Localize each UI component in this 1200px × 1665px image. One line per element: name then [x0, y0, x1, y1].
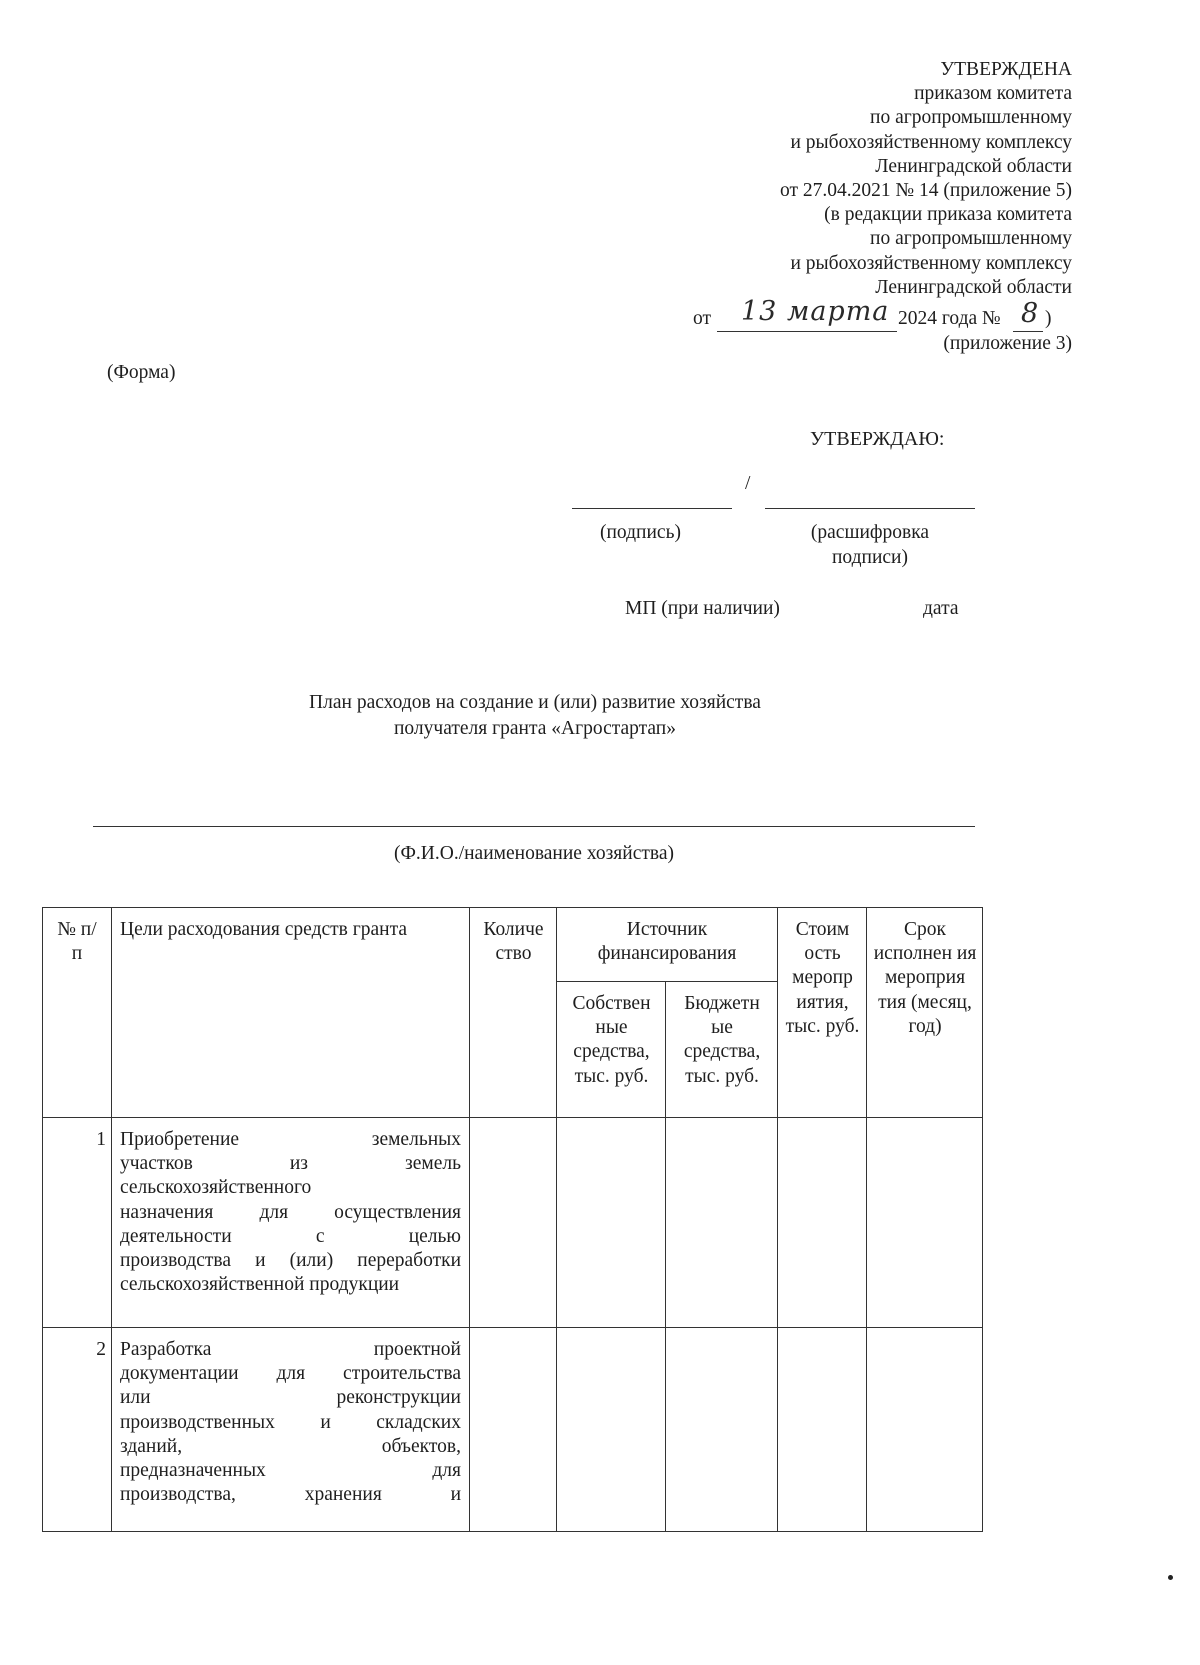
row-budget-funds [666, 1118, 778, 1328]
table-row [43, 1118, 983, 1328]
header-budget-funds: Бюджетн ые средства, тыс. руб. [666, 982, 778, 1118]
goal-line: сельскохозяйственного [120, 1177, 312, 1199]
header-num: № п/п [43, 908, 112, 1118]
approval-line: приказом комитета [914, 83, 1072, 105]
goal-line: назначения для осуществления [120, 1201, 461, 1223]
year-text: 2024 года № [898, 308, 1001, 329]
scan-speck [1168, 1575, 1173, 1580]
handwritten-number: 8 [1021, 298, 1040, 329]
table-row [43, 1328, 983, 1532]
approval-block [780, 58, 1072, 300]
decoding-label [790, 522, 950, 569]
approval-line: Ленинградской области [875, 155, 1072, 177]
goal-line: производственных и складских [120, 1411, 461, 1433]
header-deadline: Срок исполнен ия мероприя тия (месяц, год) [867, 908, 983, 1118]
amendment-date-line [693, 296, 1073, 336]
approval-line: и рыбохозяйственному комплексу [790, 131, 1072, 153]
approval-line: от 27.04.2021 № 14 (приложение 5) [780, 180, 1072, 202]
goal-line: предназначенных для [120, 1460, 461, 1482]
approval-line: УТВЕРЖДЕНА [940, 59, 1072, 80]
goal-line: или реконструкции [120, 1387, 461, 1409]
goal-line: Приобретение земельных [120, 1129, 461, 1150]
row-goal [112, 1328, 470, 1532]
goal-line: сельскохозяйственной продукции [120, 1274, 400, 1296]
goal-line: производства и (или) переработки [120, 1250, 461, 1272]
number-underline [1013, 331, 1043, 332]
goal-line: деятельности с целью [120, 1225, 461, 1247]
row-own-funds [557, 1328, 666, 1532]
decoding-line [765, 508, 975, 509]
approve-title: УТВЕРЖДАЮ: [810, 428, 945, 450]
header-source: Источник финансирования [557, 908, 778, 982]
row-goal [112, 1118, 470, 1328]
goal-line: Разработка проектной [120, 1339, 461, 1360]
header-goals-text: Цели расходования средств гранта [120, 919, 408, 940]
header-quantity: Количе ство [470, 908, 557, 1118]
stamp-label: МП (при наличии) [625, 598, 780, 619]
header-goals [112, 908, 470, 1118]
row-quantity [470, 1118, 557, 1328]
row-num: 2 [43, 1328, 112, 1532]
slash: / [745, 473, 751, 494]
approval-line: (в редакции приказа комитета [824, 204, 1072, 226]
approval-line: и рыбохозяйственному комплексу [790, 252, 1072, 274]
row-own-funds [557, 1118, 666, 1328]
approval-line: по агропромышленному [870, 228, 1072, 250]
decoding-label-line-1: (расшифровка [810, 522, 930, 543]
row-cost [778, 1118, 867, 1328]
close-paren: ) [1045, 308, 1052, 329]
owner-caption: (Ф.И.О./наименование хозяйства) [394, 843, 674, 864]
row-cost [778, 1328, 867, 1532]
row-quantity [470, 1328, 557, 1532]
header-own-funds: Собствен ные средства, тыс. руб. [557, 982, 666, 1118]
decoding-label-line-2: подписи) [831, 547, 908, 568]
row-deadline [867, 1328, 983, 1532]
row-deadline [867, 1118, 983, 1328]
approval-line: по агропромышленному [870, 107, 1072, 129]
goal-line: участков из земель [120, 1153, 461, 1175]
plan-title [160, 690, 910, 742]
approval-line: Ленинградской области [875, 276, 1072, 298]
goal-line: производства, хранения и [120, 1484, 461, 1506]
plan-title-line-1: План расходов на создание и (или) развитие хозяйства [309, 692, 761, 713]
row-num: 1 [43, 1118, 112, 1328]
row-budget-funds [666, 1328, 778, 1532]
goal-line: документации для строительства [120, 1363, 461, 1385]
expense-plan-table [42, 907, 983, 1532]
goal-line: зданий, объектов, [120, 1435, 461, 1457]
signature-label: (подпись) [600, 522, 681, 543]
plan-title-line-2: получателя гранта «Агростартап» [394, 718, 676, 739]
owner-line [93, 826, 975, 827]
date-label: дата [923, 598, 959, 619]
date-prefix: от [693, 308, 712, 329]
handwritten-date: 13 марта [741, 296, 890, 327]
signature-line [572, 508, 732, 509]
appendix-label: (приложение 3) [943, 333, 1072, 354]
form-label: (Форма) [107, 362, 176, 383]
header-cost: Стоим ость меропр иятия, тыс. руб. [778, 908, 867, 1118]
date-underline [717, 331, 897, 332]
